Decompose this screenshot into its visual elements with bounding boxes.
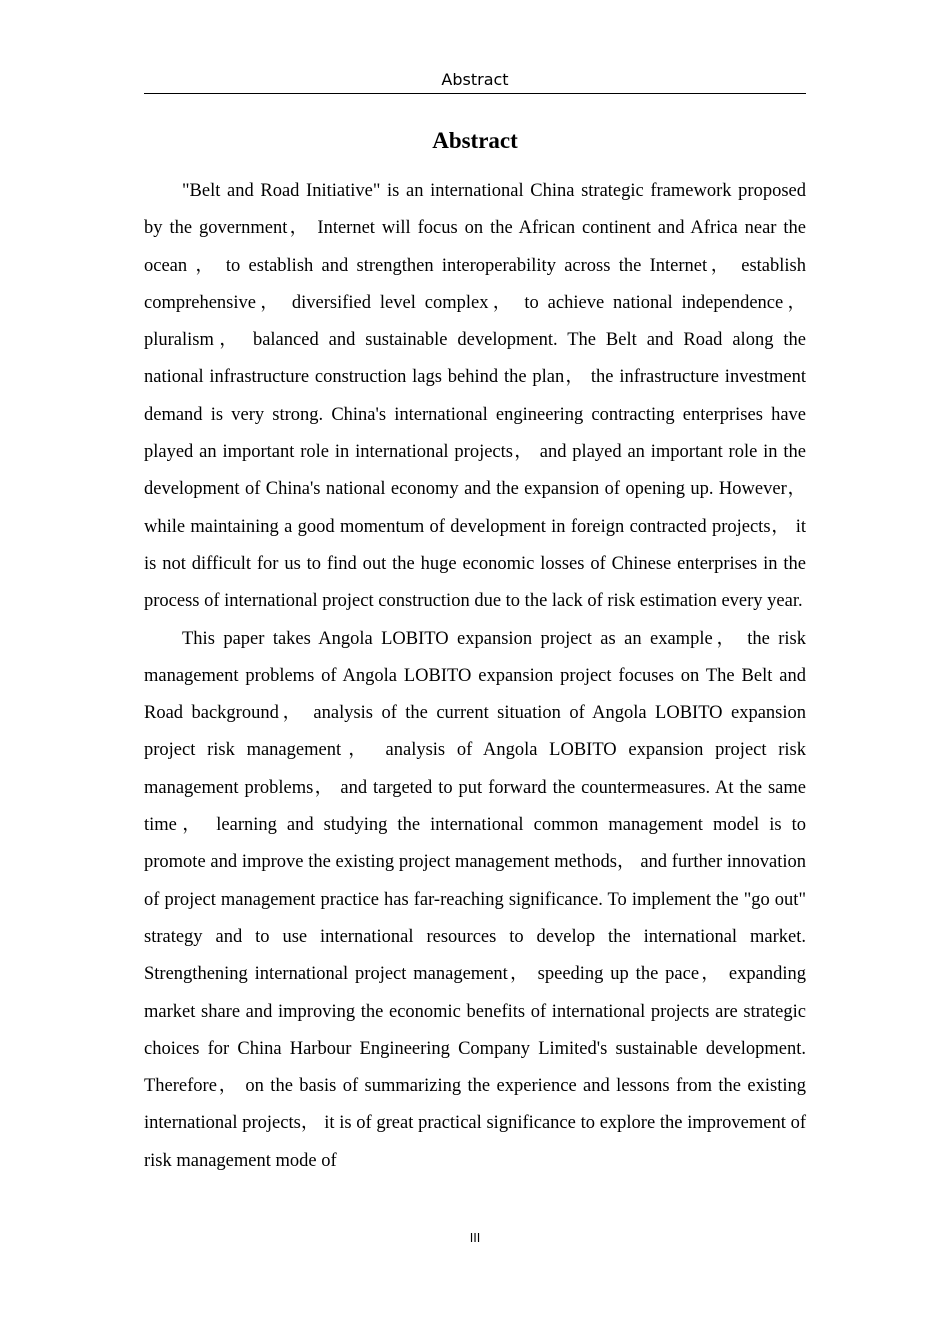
paragraph-1: "Belt and Road Initiative" is an international China strategic framework proposed by the government， Internet will focus on the African continent and Africa near the ocean ， to establish and strengthen interoperability across the Internet， establish comprehensive， diversified level complex， to achieve national independence， pluralism， balanced and sustainable development. The Belt and Road along the national infrastructure construction lags behind the plan， the infrastructure investment demand is very strong. China's international engineering contracting enterprises have played an important role in international projects， and played an important role in the development of China's national economy and the expansion of opening up. However， while maintaining a good momentum of development in foreign contracted projects， it is not difficult for us to find out the huge economic losses of Chinese enterprises in the process of international project construction due to the lack of risk estimation every year. [144, 181, 806, 612]
header-rule [144, 93, 806, 94]
paragraph-2: This paper takes Angola LOBITO expansion project as an example， the risk management problems of Angola LOBITO expansion project focuses on The Belt and Road background， analysis of the current situation of Angola LOBITO expansion project risk management， analysis of Angola LOBITO expansion project risk management problems， and targeted to put forward the countermeasures. At the same time， learning and studying the international common management model is to promote and improve the existing project management methods， and further innovation of project management practice has far-reaching significance. To implement the "go out" strategy and to use international resources to develop the international market. Strengthening international project management， speeding up the pace， expanding market share and improving the economic benefits of international projects are strategic choices for China Harbour Engineering Company Limited's sustainable development. Therefore， on the basis of summarizing the experience and lessons from the existing international projects， it is of great practical significance to explore the improvement of risk management mode of [144, 628, 806, 1171]
page-title: Abstract [432, 128, 518, 153]
running-header: Abstract [441, 70, 509, 89]
abstract-body [144, 173, 806, 1180]
page-number: III [469, 1231, 481, 1245]
